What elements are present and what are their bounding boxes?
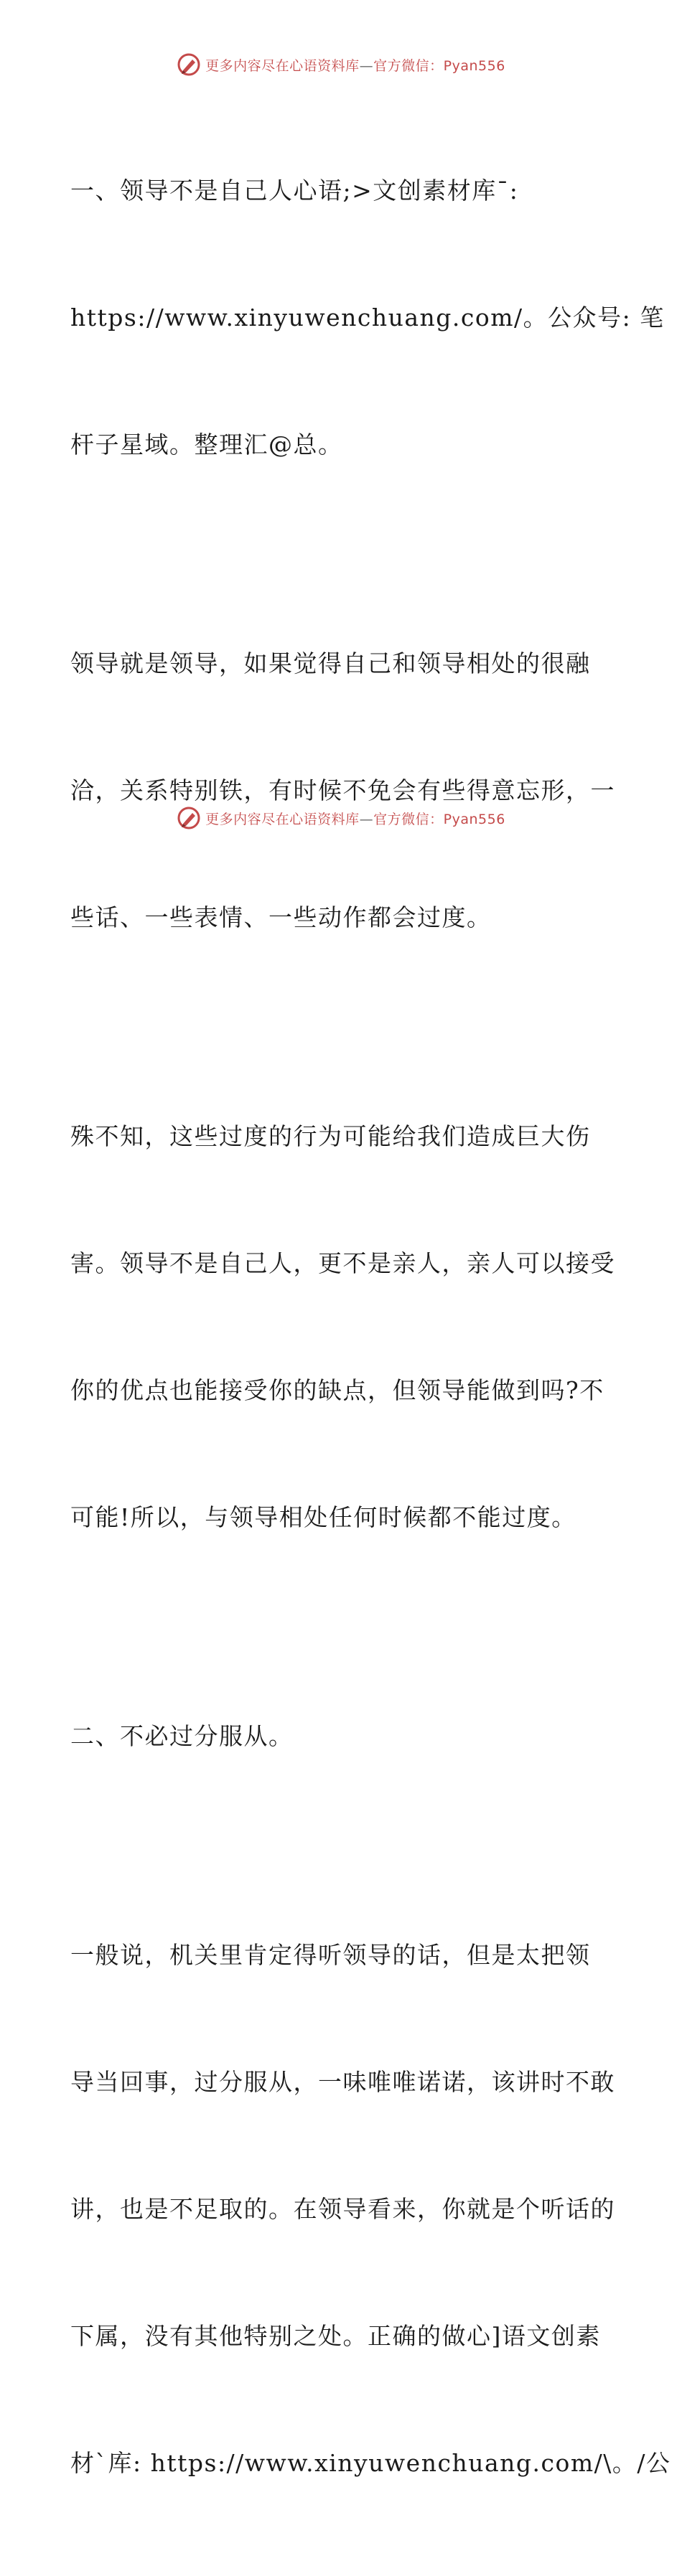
- footer-watermark: [0, 804, 682, 832]
- paragraph-3: [70, 1030, 615, 1623]
- watermark-text: 更多内容尽在心语资料库—官方微信：Pyan556: [205, 57, 505, 74]
- text-line: 一、领导不是自己人心语;>文创素材库¯:: [70, 177, 519, 205]
- text-line: 些话、一些表情、一些动作都会过度。: [70, 903, 492, 931]
- text-line: 材`库: https://www.xinyuwenchuang.com/\。/公: [70, 2449, 671, 2477]
- pen-logo-icon: [177, 806, 201, 830]
- watermark-text: 更多内容尽在心语资料库—官方微信：Pyan556: [205, 811, 505, 827]
- paragraph-1: [70, 85, 665, 550]
- pen-logo-icon: [177, 52, 201, 77]
- text-line: 害。领导不是自己人，更不是亲人，亲人可以接受: [70, 1249, 615, 1277]
- text-line: 导当回事，过分服从，一味唯唯诺诺，该讲时不敢: [70, 2068, 615, 2096]
- document-body: [70, 85, 671, 2576]
- text-line: https://www.xinyuwenchuang.com/。公众号: 笔: [70, 304, 665, 332]
- text-line: 领导就是领导，如果觉得自己和领导相处的很融: [70, 649, 591, 677]
- text-line: 下属，没有其他特别之处。正确的做心]语文创素: [70, 2322, 601, 2350]
- paragraph-2: [70, 558, 615, 1023]
- text-line: 洽，关系特别铁，有时候不免会有些得意忘形，一: [70, 776, 615, 804]
- text-line: 讲，也是不足取的。在领导看来，你就是个听话的: [70, 2195, 615, 2223]
- text-line: 你的优点也能接受你的缺点，但领导能做到吗?不: [70, 1376, 604, 1404]
- text-line: 二、不必过分服从。: [70, 1722, 294, 1750]
- text-line: 可能!所以，与领导相处任何时候都不能过度。: [70, 1503, 576, 1531]
- header-watermark: [0, 50, 682, 79]
- text-line: 杆子星域。整理汇@总。: [70, 431, 343, 459]
- text-line: 一般说，机关里肯定得听领导的话，但是太把领: [70, 1941, 591, 1969]
- paragraph-4-heading: [70, 1630, 610, 1842]
- text-line: 殊不知，这些过度的行为可能给我们造成巨大伤: [70, 1122, 591, 1150]
- paragraph-5: [70, 1849, 671, 2569]
